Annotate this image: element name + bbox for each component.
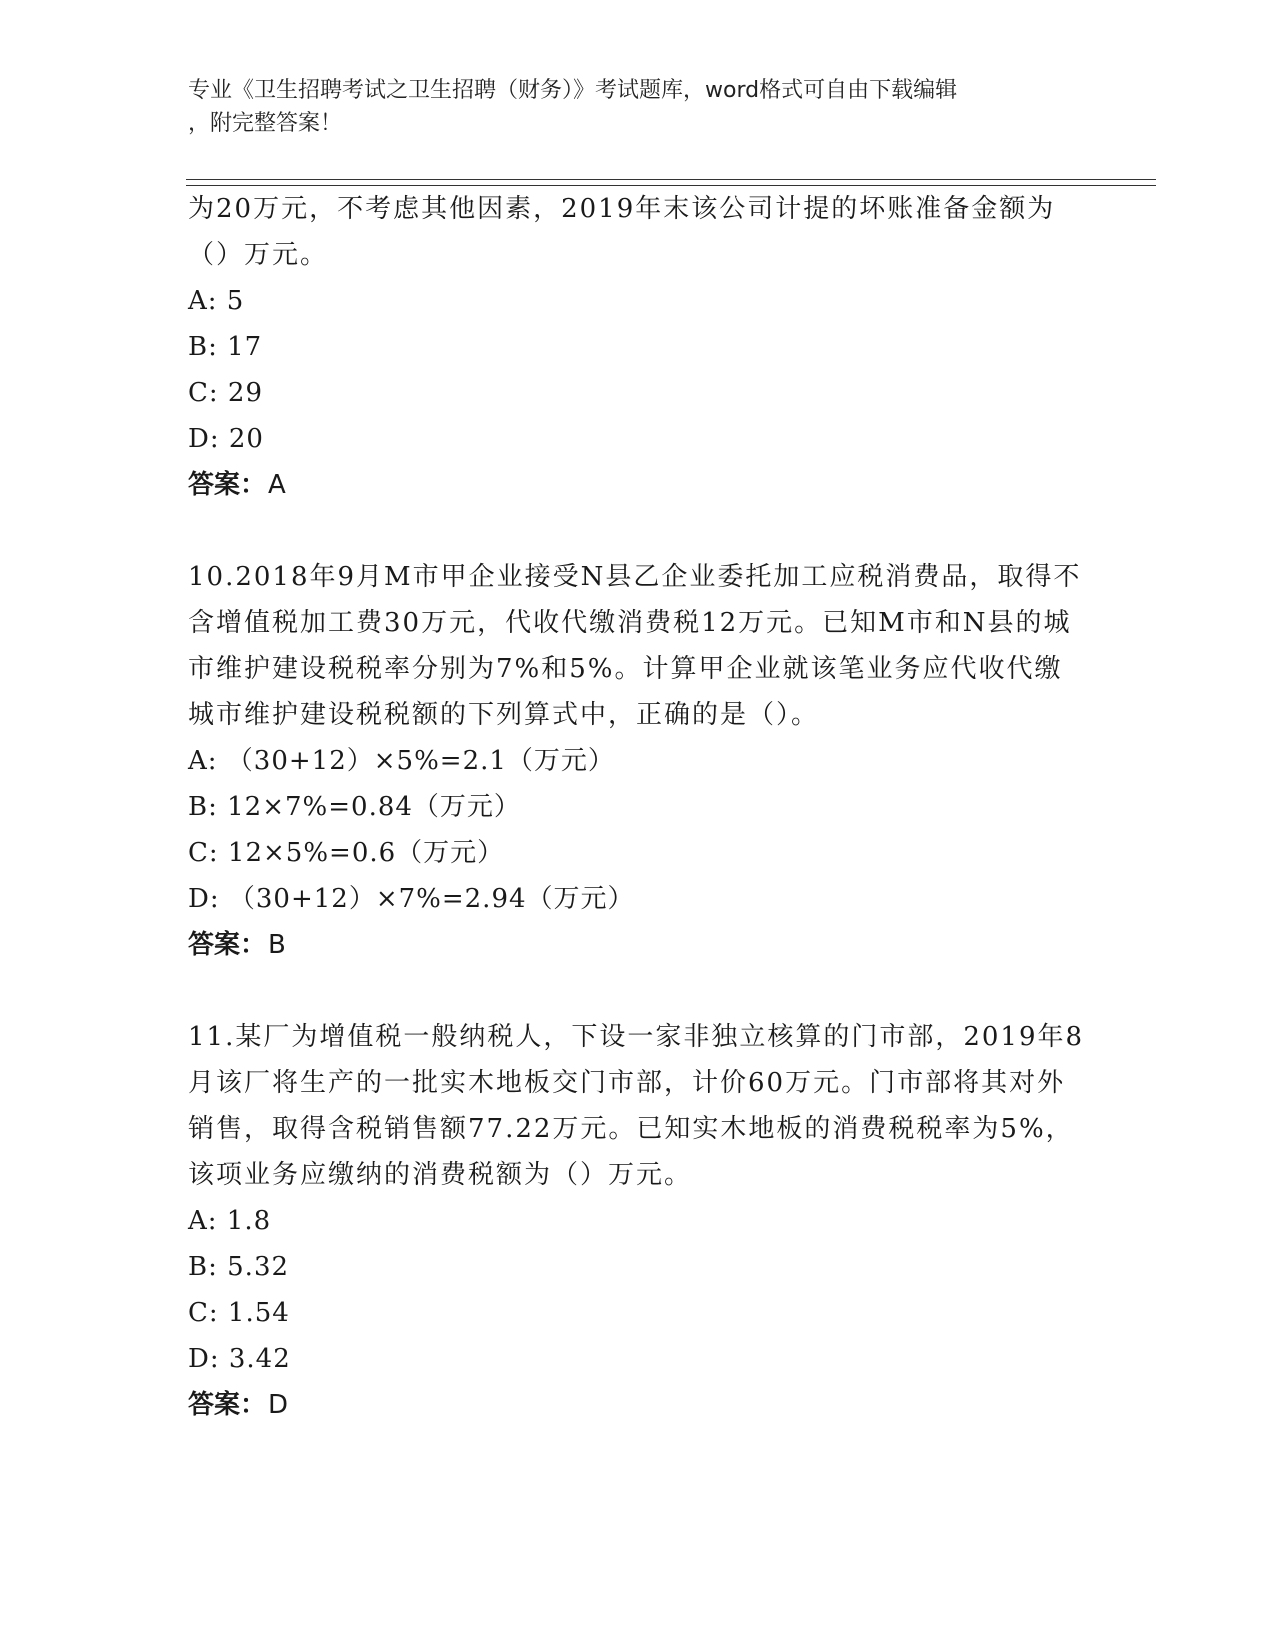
option-b: B: 12×7%=0.84（万元） (188, 792, 521, 822)
header-rule-top (186, 179, 1156, 180)
question-11 (188, 1014, 1088, 1428)
header-line-2: ，附完整答案！ (188, 111, 343, 136)
option-d: D: 20 (188, 424, 264, 454)
answer-value: A (268, 470, 286, 500)
question-10 (188, 554, 1088, 968)
question-text: 11.某厂为增值税一般纳税人，下设一家非独立核算的门市部，2019年8月该厂将生产的一批实木地板交门市部，计价60万元。门市部将其对外销售，取得含税销售额77.22万元。已知实木地板的消费税税率为5%，该项业务应缴纳的消费税额为（）万元。 (188, 1022, 1085, 1190)
header-line-1: 专业《卫生招聘考试之卫生招聘（财务）》考试题库，word格式可自由下载编辑 (188, 78, 958, 103)
answer-label: 答案： (188, 930, 267, 960)
answer-label: 答案： (188, 470, 267, 500)
option-d: D: 3.42 (188, 1344, 291, 1374)
document-header (188, 74, 1088, 140)
answer-value: D (268, 1390, 289, 1420)
option-c: C: 1.54 (188, 1298, 290, 1328)
question-list (188, 186, 1088, 1428)
option-b: B: 17 (188, 332, 263, 362)
spacer (188, 968, 1088, 1014)
answer-value: B (268, 930, 286, 960)
option-d: D: （30+12）×7%=2.94（万元） (188, 884, 635, 914)
answer (188, 462, 1088, 508)
option-a: A: 1.8 (188, 1206, 272, 1236)
answer (188, 922, 1088, 968)
spacer (188, 508, 1088, 554)
option-b: B: 5.32 (188, 1252, 290, 1282)
question-9 (188, 186, 1088, 508)
option-c: C: 29 (188, 378, 264, 408)
option-a: A: 5 (188, 286, 245, 316)
option-a: A: （30+12）×5%=2.1（万元） (188, 746, 615, 776)
question-text: 10.2018年9月M市甲企业接受N县乙企业委托加工应税消费品，取得不含增值税加工费30万元，代收代缴消费税12万元。已知M市和N县的城市维护建设税税率分别为7%和5%。计算甲企业就该笔业务应代收代缴城市维护建设税税额的下列算式中，正确的是（）。 (188, 562, 1082, 730)
answer-label: 答案： (188, 1390, 267, 1420)
answer (188, 1382, 1088, 1428)
option-c: C: 12×5%=0.6（万元） (188, 838, 505, 868)
question-text: 为20万元，不考虑其他因素，2019年末该公司计提的坏账准备金额为（）万元。 (188, 194, 1056, 270)
